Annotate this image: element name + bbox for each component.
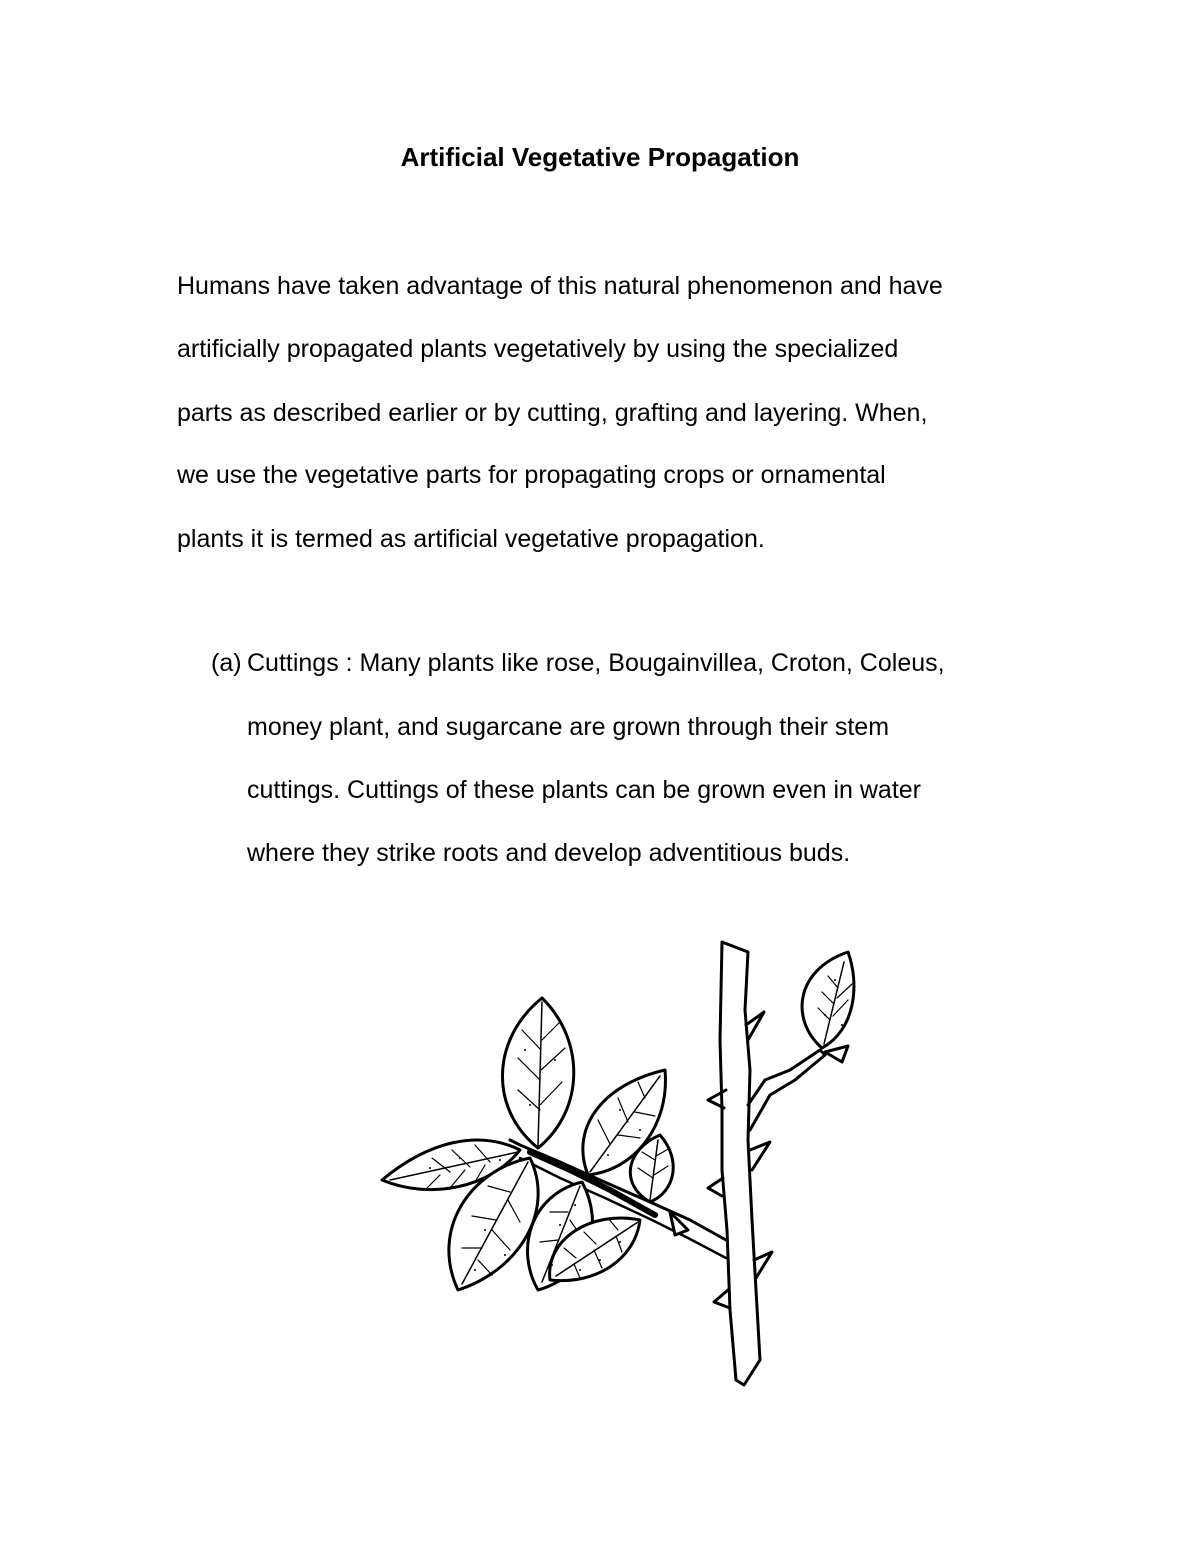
intro-line: Humans have taken advantage of this natural phenomenon and have [177,272,943,300]
intro-line: parts as described earlier or by cutting, grafting and layering. When, [177,399,928,427]
list-item-line: money plant, and sugarcane are grown through their stem [247,713,890,741]
rose-stem-cutting-icon [370,930,870,1400]
rose-stem-cutting-illustration [370,930,870,1400]
intro-line: we use the vegetative parts for propagating crops or ornamental [177,461,886,489]
list-item-line: where they strike roots and develop adventitious buds. [247,839,851,867]
list-item-marker: (a) [211,649,242,677]
list-item-line: cuttings. Cuttings of these plants can be grown even in water [247,776,921,804]
document-title: Artificial Vegetative Propagation [400,142,800,172]
list-item-line: Cuttings : Many plants like rose, Bougainvillea, Croton, Coleus, [247,649,945,677]
intro-line: plants it is termed as artificial vegetative propagation. [177,525,765,553]
intro-line: artificially propagated plants vegetatively by using the specialized [177,335,899,363]
